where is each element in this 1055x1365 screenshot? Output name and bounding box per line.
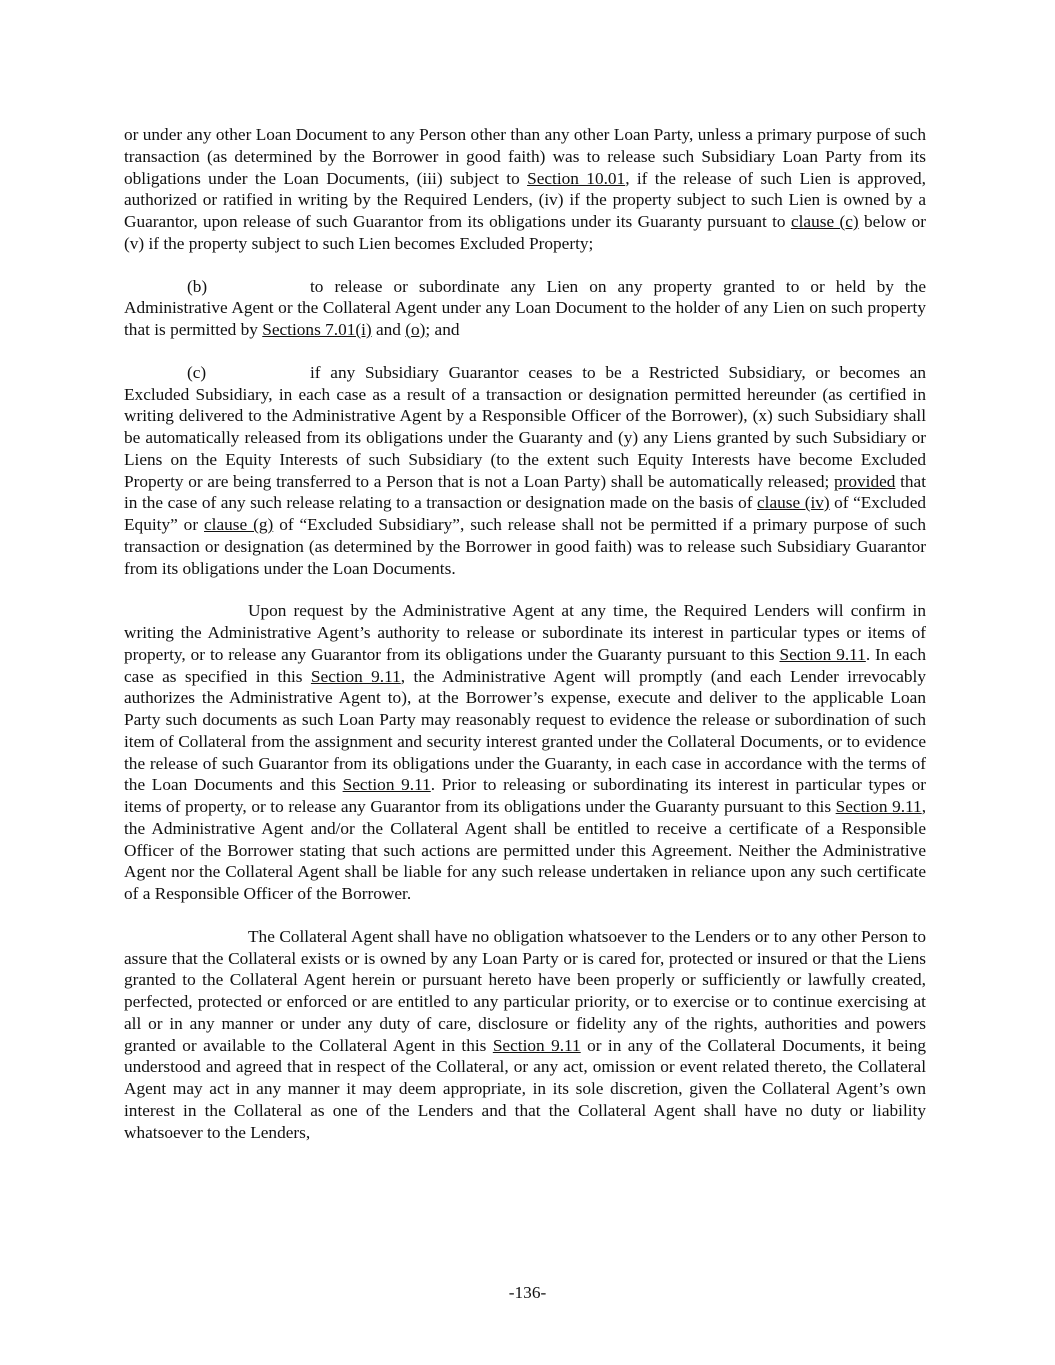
clause-label: (c) <box>187 362 207 382</box>
cross-reference: provided <box>833 471 896 491</box>
cross-reference: clause (c) <box>790 212 859 231</box>
paragraph-collateral-agent: The Collateral Agent shall have no obligation whatsoever to the Lenders or to any other Person to assure that the Collateral exists or is owned by any Loan Party or is cared for, protected or insured or that the Liens granted to the Collateral Agent herein or pursuant hereto have been properly or sufficiently or lawfully created, perfected, protected or enforced or are entitled to any particular priority, or to exercise or to continue exercising at all or in any manner or under any duty of care, disclosure or fidelity any of the rights, authorities and powers granted or available to the Collateral Agent in this Section 9.11 or in any of the Collateral Documents, it being understood and agreed that in respect of the Collateral, or any act, omission or event related thereto, the Collateral Agent may act in any manner it may deem appropriate, in its sole discretion, given the Collateral Agent’s own interest in the Collateral as one of the Lenders and that the Collateral Agent shall have no duty or liability whatsoever to the Lenders, <box>124 926 926 1142</box>
paragraph-continuation: or under any other Loan Document to any Person other than any other Loan Party, unless a primary purpose of such transaction (as determined by the Borrower in good faith) was to release such Subsidiary Loan Party from its obligations under the Loan Documents, (iii) subject to Section 10.01, if the release of such Lien is approved, authorized or ratified in writing by the Required Lenders, (iv) if the property subject to such Lien is owned by a Guarantor, upon release of such Guarantor from its obligations under its Guaranty pursuant to clause (c) below or (v) if the property subject to such Lien becomes Excluded Property; <box>124 125 926 253</box>
document-body <box>124 124 926 1143</box>
cross-reference: Section 9.11 <box>492 1035 581 1055</box>
cross-reference: (o) <box>405 320 426 339</box>
cross-reference: Section 9.11 <box>835 797 922 816</box>
cross-reference: Section 10.01 <box>527 168 626 188</box>
cross-reference: Sections 7.01(i) <box>262 320 372 339</box>
cross-reference: Section 9.11 <box>342 775 431 795</box>
cross-reference: Section 9.11 <box>779 644 866 664</box>
cross-reference: Section 9.11 <box>310 666 401 686</box>
cross-reference: clause (iv) <box>757 493 830 513</box>
paragraph-clause-c: (c) if any Subsidiary Guarantor ceases to be a Restricted Subsidiary, or becomes an Excluded Subsidiary, in each case as a result of a transaction or designation permitted hereunder (as certified in writing delivered to the Administrative Agent by a Responsible Officer of the Borrower), (x) such Subsidiary shall be automatically released from its obligations under the Guaranty and (y) any Liens granted by such Subsidiary or Liens on the Equity Interests of such Subsidiary (to the extent such Equity Interests have become Excluded Property or are being transferred to a Person that is not a Loan Party) shall be automatically released; provided that in the case of any such release relating to a transaction or designation made on the basis of clause (iv) of “Excluded Equity” or clause (g) of “Excluded Subsidiary”, such release shall not be permitted if a primary purpose of such transaction or designation (as determined by the Borrower in good faith) was to release such Subsidiary Guarantor from its obligations under the Loan Documents. <box>124 362 927 578</box>
page-number: -136- <box>508 1283 547 1302</box>
paragraph-release-request: Upon request by the Administrative Agent at any time, the Required Lenders will confirm in writing the Administrative Agent’s authority to release or subordinate its interest in particular types or items of property, or to release any Guarantor from its obligations under the Guaranty pursuant to this Section 9.11. In each case as specified in this Section 9.11, the Administrative Agent will promptly (and each Lender irrevocably authorizes the Administrative Agent to), at the Borrower’s expense, execute and deliver to the applicable Loan Party such documents as such Loan Party may reasonably request to evidence the release or subordination of such item of Collateral from the assignment and security interest granted under the Collateral Documents, or to evidence the release of such Guarantor from its obligations under the Guaranty, in each case in accordance with the terms of the Loan Documents and this Section 9.11. Prior to releasing or subordinating its interest in particular types or items of property, or to release any Guarantor from its obligations under the Guaranty pursuant to this Section 9.11, the Administrative Agent and/or the Collateral Agent shall be entitled to receive a certificate of a Responsible Officer of the Borrower stating that such actions are permitted under this Agreement. Neither the Administrative Agent nor the Collateral Agent shall be liable for any such release undertaken in reliance upon any such certificate of a Responsible Officer of the Borrower. <box>124 601 927 903</box>
clause-label: (b) <box>187 276 208 296</box>
paragraph-clause-b: (b) to release or subordinate any Lien on any property granted to or held by the Administrative Agent or the Collateral Agent under any Loan Document to the holder of any Lien on such property that is permitted by Sections 7.01(i) and (o); and <box>124 276 926 339</box>
cross-reference: clause (g) <box>204 515 274 534</box>
